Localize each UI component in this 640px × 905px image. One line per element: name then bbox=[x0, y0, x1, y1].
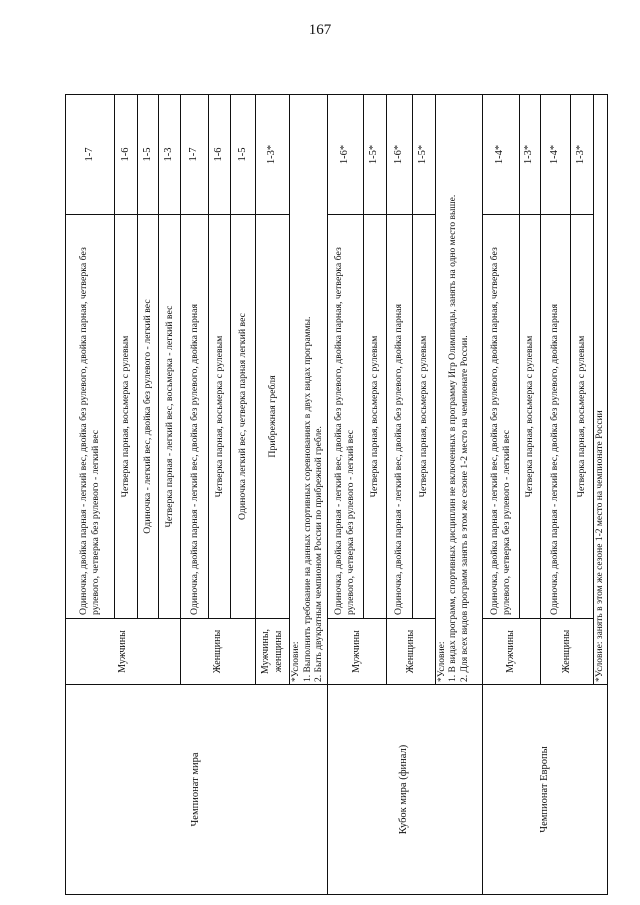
standards-table bbox=[65, 94, 608, 895]
condition-title: *Условие: bbox=[291, 641, 301, 682]
place-cell: 1-5 bbox=[231, 95, 256, 215]
place-cell: 1-3* bbox=[519, 95, 540, 215]
gender-cell: Мужчины bbox=[66, 619, 181, 685]
table-row bbox=[327, 95, 363, 895]
discipline-cell: Четверка парная, восьмерка с рулевым bbox=[363, 215, 386, 619]
place-cell: 1-3 bbox=[159, 95, 181, 215]
discipline-cell: Четверка парная, восьмерка с рулевым bbox=[412, 215, 435, 619]
place-cell: 1-3* bbox=[570, 95, 593, 215]
rotated-table-container bbox=[65, 95, 605, 895]
place-cell: 1-5* bbox=[363, 95, 386, 215]
place-cell: 1-5 bbox=[138, 95, 159, 215]
condition-note bbox=[290, 95, 328, 685]
place-cell: 1-6* bbox=[327, 95, 363, 215]
discipline-cell: Одиночка - легкий вес, двойка без рулевого - легкий вес bbox=[138, 215, 159, 619]
place-cell: 1-7 bbox=[181, 95, 209, 215]
discipline-cell: Одиночка, двойка парная - легкий вес, двойка без рулевого, двойка парная bbox=[540, 215, 570, 619]
place-cell: 1-4* bbox=[540, 95, 570, 215]
gender-cell: Мужчины bbox=[327, 619, 386, 685]
discipline-cell: Одиночка, двойка парная - легкий вес, двойка без рулевого, двойка парная, четверка без рулевого, четверка без рулевого - легкий вес bbox=[327, 215, 363, 619]
discipline-cell: Одиночка легкий вес, четверка парная легкий вес bbox=[231, 215, 256, 619]
discipline-cell: Четверка парная, восьмерка с рулевым bbox=[115, 215, 138, 619]
place-cell: 1-7 bbox=[66, 95, 115, 215]
condition-title: *Условие: занять в этом же сезоне 1-2 место на чемпионате России bbox=[594, 410, 605, 682]
competition-cell: Чемпионат мира bbox=[66, 685, 328, 895]
discipline-cell: Одиночка, двойка парная - легкий вес, двойка без рулевого, двойка парная bbox=[386, 215, 412, 619]
condition-item: 2. Быть двукратным чемпионом России по прибрежной гребле. bbox=[314, 426, 325, 682]
discipline-cell: Четверка парная - легкий вес, восьмерка - легкий вес bbox=[159, 215, 181, 619]
discipline-cell: Одиночка, двойка парная - легкий вес, двойка без рулевого, двойка парная, четверка без рулевого, четверка без рулевого - легкий вес bbox=[66, 215, 115, 619]
place-cell: 1-4* bbox=[482, 95, 519, 215]
place-cell: 1-6* bbox=[386, 95, 412, 215]
place-cell: 1-6 bbox=[115, 95, 138, 215]
table-row bbox=[66, 95, 115, 895]
condition-note bbox=[435, 95, 482, 685]
discipline-cell: Четверка парная, восьмерка с рулевым bbox=[519, 215, 540, 619]
discipline-cell: Четверка парная, восьмерка с рулевым bbox=[209, 215, 231, 619]
condition-item: 2. Для всех видов программ занять в этом же сезоне 1-2 место на чемпионате России. bbox=[459, 335, 470, 682]
condition-item: 1. В видах программ, спортивных дисциплин не включенных в программу Игр Олимпиады, занять на одно место выше. bbox=[448, 194, 459, 682]
place-cell: 1-6 bbox=[209, 95, 231, 215]
place-cell: 1-5* bbox=[412, 95, 435, 215]
gender-cell: Женщины bbox=[181, 619, 256, 685]
condition-item: 1. Выполнить требование на данных спортивных соревнованиях в двух видах программы. bbox=[302, 316, 313, 682]
competition-cell: Чемпионат Европы bbox=[482, 685, 608, 895]
gender-cell: Мужчины, женщины bbox=[256, 619, 290, 685]
table-row bbox=[482, 95, 519, 895]
discipline-cell: Одиночка, двойка парная - легкий вес, двойка без рулевого, двойка парная bbox=[181, 215, 209, 619]
page-number: 167 bbox=[308, 22, 332, 38]
gender-cell: Женщины bbox=[540, 619, 593, 685]
discipline-cell: Четверка парная, восьмерка с рулевым bbox=[570, 215, 593, 619]
gender-cell: Женщины bbox=[386, 619, 435, 685]
condition-title: *Условие: bbox=[436, 641, 447, 682]
discipline-cell: Прибрежная гребля bbox=[256, 215, 290, 619]
condition-note bbox=[593, 95, 608, 685]
competition-cell: Кубок мира (финал) bbox=[327, 685, 482, 895]
gender-cell: Мужчины bbox=[482, 619, 540, 685]
place-cell: 1-3* bbox=[256, 95, 290, 215]
discipline-cell: Одиночка, двойка парная - легкий вес, двойка без рулевого, двойка парная, четверка без рулевого, четверка без рулевого - легкий вес bbox=[482, 215, 519, 619]
